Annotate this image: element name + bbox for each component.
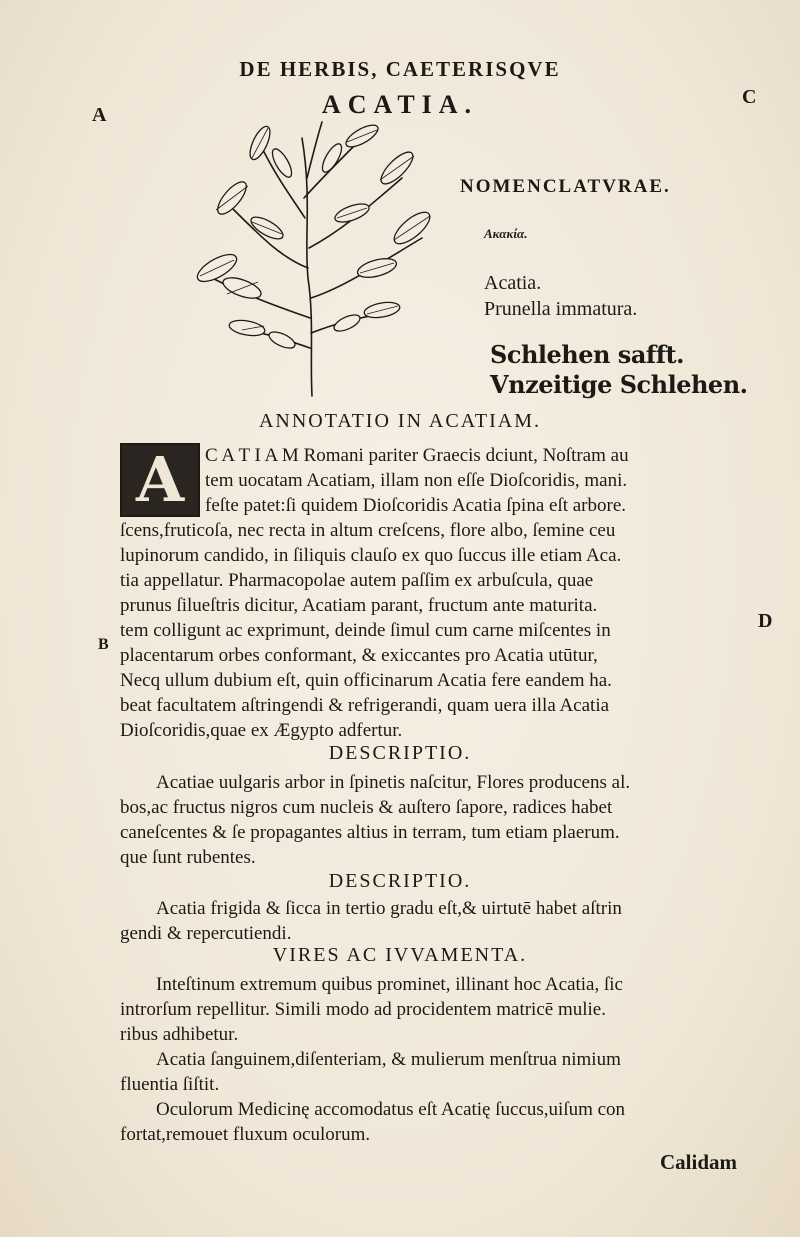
text-line: Dioſcoridis,quae ex Ægypto adfertur. [120,720,403,741]
text-line: Necq ullum dubium eſt, quin officinarum Acatia fere eandem ha. [120,670,612,691]
vires-heading: VIRES AC IVVAMENTA. [272,944,528,966]
text-line: tem uocatam Acatiam, illam non eſſe Dioſcoridis, mani. [205,470,628,491]
text-line: tia appellatur. Pharmacopolae autem paſſim ex arbuſcula, quae [120,570,594,591]
latin-name-2: Prunella immatura. [484,298,638,320]
text-line: ſcens,fruticoſa, nec recta in altum creſcens, flore albo, ſemine ceu [120,520,616,541]
signature-mark-right-middle: D [758,610,773,632]
nomenclature-heading: NOMENCLATVRAE. [460,176,671,197]
text-line: tem colligunt ac exprimunt, deinde ſimul cum carne miſcentes in [120,620,611,641]
text-line: bos,ac fructus nigros cum nucleis & auſtero ſapore, radices habet [120,797,613,818]
text-line: feſte patet:ſi quidem Dioſcoridis Acatia ſpina eſt arbore. [205,495,627,516]
text-line: ribus adhibetur. [120,1024,239,1045]
text-line: gendi & repercutiendi. [120,923,292,944]
running-head: DE HERBIS, CAETERISQVE [239,57,561,81]
catchword: Calidam [660,1150,738,1174]
text-line: fortat,remouet fluxum oculorum. [120,1124,371,1145]
herb-woodcut-illustration [172,118,457,398]
signature-mark-right-top: C [742,86,757,108]
text-line: C A T I A M Romani pariter Graecis dciunt, Noſtram au [205,445,629,466]
greek-name: Ακακία. [484,226,528,241]
drop-cap-letter: A [135,443,185,516]
signature-mark-left-top: A [92,104,107,126]
annotation-heading: ANNOTATIO IN ACATIAM. [258,410,542,432]
text-line: fluentia ſiſtit. [120,1074,220,1095]
german-name-1: Schlehen safft. [490,340,684,369]
text-line: Acatia frigida & ſicca in tertio gradu eſt,& uirtutē habet aſtrin [156,898,622,919]
descriptio-heading-2: DESCRIPTIO. [328,870,472,892]
german-name-2: Vnzeitige Schlehen. [490,370,748,399]
latin-name-1: Acatia. [484,272,542,294]
text-line: caneſcentes & ſe propagantes altius in terram, tum etiam plaerum. [120,822,620,843]
text-line: placentarum orbes conformant, & exiccantes pro Acatia utūtur, [120,645,598,666]
text-line: Oculorum Medicinę accomodatus eſt Acatię ſuccus,uiſum con [156,1099,626,1120]
text-line: introrſum repellitur. Simili modo ad procidentem matricē mulie. [120,999,606,1020]
text-line: beat facultatem aſtringendi & refrigerandi, quam uera illa Acatia [120,695,610,716]
text-line: Acatia ſanguinem,diſenteriam, & mulierum menſtrua nimium [156,1049,621,1070]
text-line: prunus ſilueſtris dicitur, Acatiam parant, fructum ante maturita. [120,595,598,616]
text-line: Inteſtinum extremum quibus prominet, illinant hoc Acatia, ſic [156,974,623,995]
signature-mark-left-middle: B [98,636,109,653]
decorated-drop-cap [120,443,200,517]
descriptio-heading-1: DESCRIPTIO. [328,742,472,764]
text-line: que ſunt rubentes. [120,847,256,868]
text-line: lupinorum candido, in ſiliquis clauſo ex quo ſuccus ille etiam Aca. [120,545,622,566]
page-title: ACATIA. [321,90,479,119]
text-line: Acatiae uulgaris arbor in ſpinetis naſcitur, Flores producens al. [156,772,631,793]
